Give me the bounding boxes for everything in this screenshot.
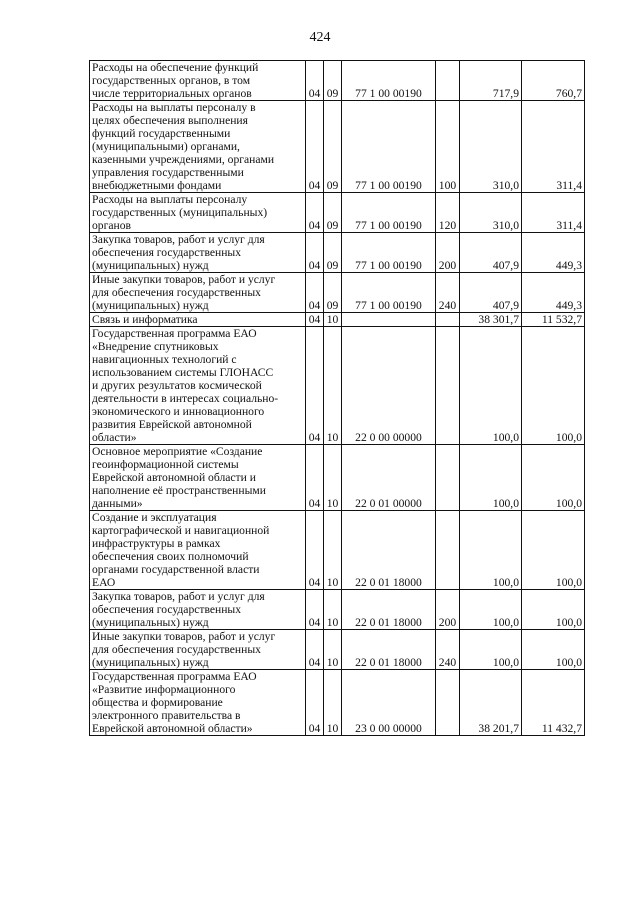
description-line: электронного правительства в [92,709,241,722]
description-line: Закупка товаров, работ и услуг для [92,590,265,603]
description-line: навигационных технологий с [92,353,237,366]
description-line: инфраструктуры в рамках [92,537,221,550]
description-line: управления государственными [92,166,244,179]
table-row [90,101,585,193]
description-line: Связь и информатика [92,313,198,326]
expense-type-code [436,511,460,590]
description-line: Основное мероприятие «Создание [92,445,263,458]
subsection-code: 10 [324,511,342,590]
description-line: (муниципальными) органами, [92,140,240,153]
row-description [90,273,306,313]
amount-year-1: 100,0 [460,327,522,445]
amount-year-1: 38 301,7 [460,313,522,327]
subsection-code: 10 [324,327,342,445]
description-line: органами государственной власти [92,563,260,576]
description-line: (муниципальных) нужд [92,299,209,312]
table-row [90,61,585,101]
description-line: Еврейской автономной области» [92,722,253,735]
section-code: 04 [306,193,324,233]
section-code: 04 [306,630,324,670]
subsection-code: 09 [324,233,342,273]
description-line: экономического и инновационного [92,405,265,418]
section-code: 04 [306,327,324,445]
description-line: (муниципальных) нужд [92,259,209,272]
description-line: «Внедрение спутниковых [92,340,219,353]
description-line: картографической и навигационной [92,524,270,537]
table-row [90,313,585,327]
subsection-code: 10 [324,670,342,736]
description-line: использованием системы ГЛОНАСС [92,366,274,379]
subsection-code: 10 [324,445,342,511]
amount-year-1: 407,9 [460,273,522,313]
section-code: 04 [306,670,324,736]
row-description [90,193,306,233]
expense-type-code: 240 [436,273,460,313]
description-line: ЕАО [92,576,116,589]
row-description [90,670,306,736]
section-code: 04 [306,101,324,193]
amount-year-2: 11 532,7 [522,313,585,327]
subsection-code: 10 [324,590,342,630]
target-article-code: 22 0 01 18000 [342,511,436,590]
target-article-code: 77 1 00 00190 [342,101,436,193]
amount-year-2: 760,7 [522,61,585,101]
amount-year-1: 717,9 [460,61,522,101]
description-line: числе территориальных органов [92,87,252,100]
budget-table [89,60,585,736]
row-description [90,511,306,590]
subsection-code: 10 [324,630,342,670]
description-line: области» [92,431,137,444]
table-row [90,630,585,670]
table-row [90,193,585,233]
description-line: для обеспечения государственных [92,643,261,656]
description-line: (муниципальных) нужд [92,616,209,629]
description-line: Расходы на выплаты персоналу в [92,101,256,114]
budget-table-body [90,61,585,736]
section-code: 04 [306,273,324,313]
description-line: государственных органов, в том [92,74,251,87]
description-line: (муниципальных) нужд [92,656,209,669]
table-row [90,670,585,736]
row-description [90,590,306,630]
amount-year-2: 100,0 [522,511,585,590]
table-row [90,273,585,313]
subsection-code: 09 [324,273,342,313]
table-row [90,590,585,630]
subsection-code: 09 [324,61,342,101]
expense-type-code [436,313,460,327]
amount-year-1: 100,0 [460,590,522,630]
table-row [90,233,585,273]
description-line: казенными учреждениями, органами [92,153,275,166]
amount-year-1: 100,0 [460,445,522,511]
target-article-code: 77 1 00 00190 [342,193,436,233]
target-article-code: 77 1 00 00190 [342,273,436,313]
description-line: общества и формирование [92,696,223,709]
expense-type-code: 200 [436,233,460,273]
description-line: деятельности в интересах социально- [92,392,279,405]
amount-year-2: 100,0 [522,327,585,445]
description-line: Государственная программа ЕАО [92,327,257,340]
description-line: обеспечения государственных [92,246,242,259]
description-line: Закупка товаров, работ и услуг для [92,233,265,246]
page-number: 424 [309,30,331,45]
expense-type-code: 120 [436,193,460,233]
expense-type-code: 200 [436,590,460,630]
row-description [90,630,306,670]
amount-year-1: 407,9 [460,233,522,273]
row-description [90,327,306,445]
subsection-code: 09 [324,193,342,233]
expense-type-code [436,327,460,445]
section-code: 04 [306,233,324,273]
expense-type-code [436,445,460,511]
amount-year-2: 449,3 [522,273,585,313]
expense-type-code: 100 [436,101,460,193]
description-line: внебюджетными фондами [92,179,222,192]
description-line: наполнение её пространственными [92,484,266,497]
description-line: целях обеспечения выполнения [92,114,248,127]
amount-year-2: 311,4 [522,193,585,233]
target-article-code: 77 1 00 00190 [342,233,436,273]
subsection-code: 10 [324,313,342,327]
section-code: 04 [306,590,324,630]
row-description [90,61,306,101]
description-line: обеспечения государственных [92,603,242,616]
amount-year-2: 100,0 [522,630,585,670]
target-article-code: 22 0 00 00000 [342,327,436,445]
table-row [90,511,585,590]
amount-year-1: 100,0 [460,511,522,590]
target-article-code: 23 0 00 00000 [342,670,436,736]
description-line: функций государственными [92,127,231,140]
amount-year-2: 449,3 [522,233,585,273]
description-line: Иные закупки товаров, работ и услуг [92,630,276,643]
row-description [90,313,306,327]
target-article-code: 22 0 01 18000 [342,630,436,670]
description-line: обеспечения своих полномочий [92,550,249,563]
target-article-code [342,313,436,327]
table-row [90,327,585,445]
description-line: органов [92,219,131,232]
section-code: 04 [306,313,324,327]
description-line: для обеспечения государственных [92,286,261,299]
description-line: Расходы на выплаты персоналу [92,193,248,206]
target-article-code: 22 0 01 00000 [342,445,436,511]
description-line: Еврейской автономной области и [92,471,256,484]
amount-year-2: 311,4 [522,101,585,193]
target-article-code: 22 0 01 18000 [342,590,436,630]
row-description [90,445,306,511]
description-line: Государственная программа ЕАО [92,670,257,683]
description-line: геоинформационной системы [92,458,239,471]
amount-year-2: 100,0 [522,590,585,630]
table-row [90,445,585,511]
description-line: и других результатов космической [92,379,262,392]
amount-year-1: 100,0 [460,630,522,670]
section-code: 04 [306,61,324,101]
amount-year-2: 11 432,7 [522,670,585,736]
description-line: данными» [92,497,143,510]
row-description [90,233,306,273]
row-description [90,101,306,193]
subsection-code: 09 [324,101,342,193]
amount-year-1: 310,0 [460,193,522,233]
amount-year-1: 310,0 [460,101,522,193]
amount-year-2: 100,0 [522,445,585,511]
description-line: государственных (муниципальных) [92,206,268,219]
section-code: 04 [306,445,324,511]
section-code: 04 [306,511,324,590]
target-article-code: 77 1 00 00190 [342,61,436,101]
description-line: Расходы на обеспечение функций [92,61,259,74]
description-line: «Развитие информационного [92,683,236,696]
description-line: развития Еврейской автономной [92,418,252,431]
amount-year-1: 38 201,7 [460,670,522,736]
expense-type-code [436,61,460,101]
expense-type-code [436,670,460,736]
description-line: Создание и эксплуатация [92,511,217,524]
description-line: Иные закупки товаров, работ и услуг [92,273,276,286]
expense-type-code: 240 [436,630,460,670]
